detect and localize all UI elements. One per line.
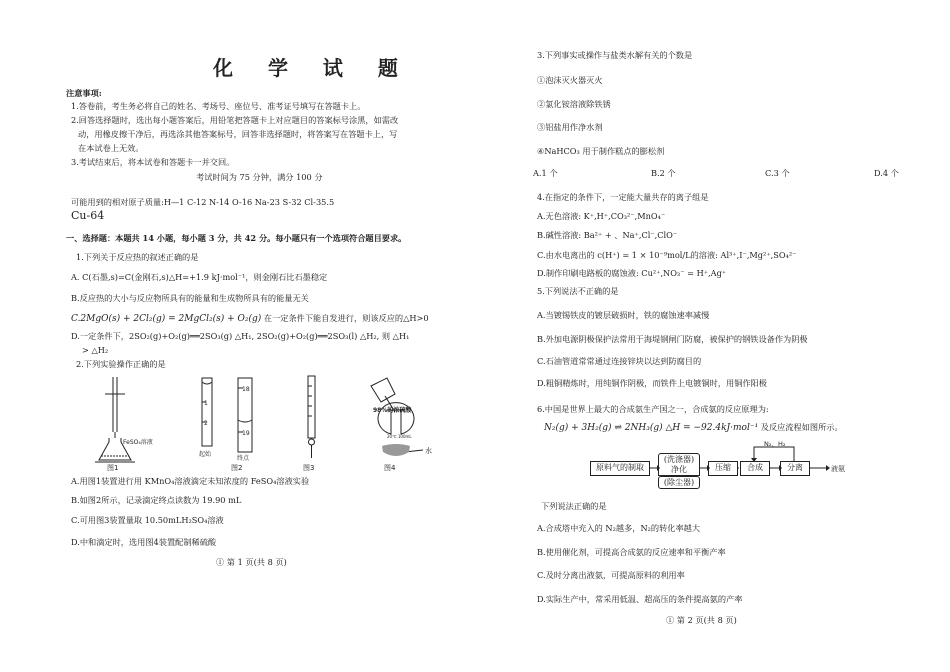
flow-synthesis: 合成 bbox=[740, 461, 770, 476]
q5-option-a: A.当镀锡铁皮的镀层破损时，铁的腐蚀速率减慢 bbox=[537, 310, 710, 320]
q2-option-b: B.如图2所示，记录滴定终点读数为 19.90 mL bbox=[71, 495, 242, 505]
q6-option-a: A.合成塔中充入的 N₂越多，N₂的转化率越大 bbox=[537, 523, 701, 533]
fig4-water-label: 水 bbox=[425, 447, 432, 455]
page1-footer: ① 第 1 页(共 8 页) bbox=[216, 557, 287, 567]
fig4-liquid bbox=[382, 444, 410, 456]
q4-stem: 4.在指定的条件下，一定能大量共存的离子组是 bbox=[537, 192, 709, 202]
q2-option-c: C.可用图3装置量取 10.50mLH₂SO₄溶液 bbox=[71, 515, 224, 525]
fig3-label: 图3 bbox=[303, 464, 315, 472]
q6-option-c: C.及时分离出液氨，可提高原料的利用率 bbox=[537, 570, 685, 580]
atomic-masses: 可能用到的相对原子质量:H—1 C-12 N-14 O-16 Na-23 S-32 Cl-35.5 bbox=[71, 197, 335, 207]
fig1-label: 图1 bbox=[107, 464, 119, 472]
q4-option-c: C.由水电离出的 c(H⁺) = 1 × 10⁻⁹mol/L的溶液: Al³⁺,I⁻,Mg²⁺,SO₄²⁻ bbox=[537, 250, 797, 260]
q1-option-c bbox=[71, 313, 429, 325]
q1-option-d: D.一定条件下，2SO₂(g)+O₂(g)══2SO₃(g) △H₁, 2SO₂(g)+O₂(g)══2SO₃(l) △H₂, 则 △H₁ bbox=[71, 331, 410, 341]
q1-option-c-rest: 在一定条件下能自发进行，则该反应的△H>0 bbox=[263, 313, 429, 323]
flow-purify: 净化 bbox=[658, 465, 700, 476]
notice-line: 2.回答选择题时，选出每小题答案后，用铅笔把答题卡上对应题目的答案标号涂黑，如需改 bbox=[71, 115, 399, 125]
flow-raw-gas: 原料气的制取 bbox=[590, 461, 650, 476]
q3-item: ①泡沫灭火器灭火 bbox=[537, 75, 603, 85]
fig4-acid-label: 98%的浓硫酸 bbox=[373, 407, 412, 414]
flow-compress: 压缩 bbox=[708, 461, 738, 476]
q2-stem: 2.下列实验操作正确的是 bbox=[76, 359, 166, 369]
q3-option-a: A.1 个 bbox=[533, 168, 558, 178]
q5-option-b: B.外加电源阴极保护法常用于海堤钢闸门防腐，被保护的钢铁设备作为阴极 bbox=[537, 334, 808, 344]
atomic-masses-cu: Cu-64 bbox=[71, 209, 105, 222]
q3-item: ②氯化铵溶液除铁锈 bbox=[537, 99, 611, 109]
q3-option-d: D.4 个 bbox=[874, 168, 899, 178]
page-title: 化 学 试 题 bbox=[213, 56, 412, 80]
q6-option-b: B.使用催化剂，可提高合成氨的反应速率和平衡产率 bbox=[537, 547, 726, 557]
fig4-temp-label: 20℃ 100mL bbox=[387, 434, 412, 439]
notice-line: 3.考试结束后，将本试卷和答题卡一并交回。 bbox=[71, 157, 235, 167]
notice-line: 1.答卷前，考生务必将自己的姓名、考场号、座位号、准考证号填写在答题卡上。 bbox=[71, 101, 366, 111]
fig2-label: 图2 bbox=[231, 464, 243, 472]
fig3-burette bbox=[308, 376, 315, 458]
q2-option-d: D.中和滴定时，选用图4装置配制稀硫酸 bbox=[71, 537, 217, 547]
q1-stem: 1.下列关于反应热的叙述正确的是 bbox=[76, 252, 199, 262]
q5-option-d: D.粗铜精炼时，用纯铜作阴极，而铁件上电镀铜时，用铜作阳极 bbox=[537, 378, 767, 388]
notice-line: 动，用橡皮擦干净后，再选涂其他答案标号，回答非选择题时，将答案写在答题卡上，写 bbox=[78, 129, 398, 139]
q1-option-b: B.反应热的大小与反应物所具有的能量和生成物所具有的能量无关 bbox=[71, 293, 309, 303]
flow-product-label: 液氨 bbox=[831, 465, 845, 473]
q4-option-b: B.碱性溶液: Ba²⁺ + 、Na⁺,Cl⁻,ClO⁻ bbox=[537, 230, 678, 240]
q2-figures bbox=[95, 372, 455, 472]
q2-option-a: A.用图1装置进行用 KMnO₄溶液滴定未知浓度的 FeSO₄溶液实验 bbox=[71, 476, 310, 486]
fig2-start-label: 起始 bbox=[199, 451, 212, 458]
page2-footer: ① 第 2 页(共 8 页) bbox=[666, 615, 737, 625]
flow-recycle-label: N₂、H₂ bbox=[764, 441, 786, 448]
q6-equation-formula: N₂(g) + 3H₂(g) ⇌ 2NH₃(g) △H = −92.4kJ·mol⁻¹ bbox=[544, 423, 759, 433]
q3-item: ④NaHCO₃ 用于制作糕点的膨松剂 bbox=[537, 146, 665, 156]
flow-washer: (洗涤器) bbox=[658, 453, 700, 467]
q6-equation-tail: 及反应流程如图所示。 bbox=[760, 422, 843, 432]
fig2-end-label: 终点 bbox=[237, 455, 250, 462]
notice-line: 在本试卷上无效。 bbox=[78, 143, 144, 153]
q3-option-c: C.3 个 bbox=[765, 168, 790, 178]
q6-option-d: D.实际生产中，常采用低温、超高压的条件提高氨的产率 bbox=[537, 594, 743, 604]
fig4-volumetric-flask bbox=[371, 378, 423, 452]
notice-heading: 注意事项: bbox=[66, 88, 102, 98]
q1-option-a: A. C(石墨,s)=C(金刚石,s)△H=+1.9 kJ·mol⁻¹，则金刚石比石墨稳定 bbox=[71, 272, 328, 282]
q1-option-d-cont: > △H₂ bbox=[82, 345, 109, 355]
q6-sub-stem: 下列说法正确的是 bbox=[541, 501, 607, 511]
q1-option-c-formula: C.2MgO(s) + 2Cl₂(g) = 2MgCl₂(s) + O₂(g) bbox=[71, 314, 262, 324]
q3-option-b: B.2 个 bbox=[651, 168, 676, 178]
q6-stem: 6.中国是世界上最大的合成氨生产国之一，合成氨的反应原理为: bbox=[537, 404, 769, 414]
section-heading: 一、选择题：本题共 14 小题，每小题 3 分，共 42 分。每小题只有一个选项符合题目要求。 bbox=[66, 233, 407, 243]
q3-stem: 3.下列事实或操作与盐类水解有关的个数是 bbox=[537, 50, 693, 60]
fig2-left-tick: 1 bbox=[204, 400, 208, 407]
fig1-burette-flask bbox=[95, 377, 135, 462]
fig1-solution-label: FeSO₄溶液 bbox=[123, 439, 153, 446]
fig4-label: 图4 bbox=[384, 464, 396, 472]
fig2-right-tick: 18 bbox=[242, 386, 250, 393]
q6-equation bbox=[544, 422, 843, 434]
q4-option-d: D.制作印刷电路板的腐蚀液: Cu²⁺,NO₃⁻ = H⁺,Ag⁺ bbox=[537, 268, 727, 278]
flow-duster: (除尘器) bbox=[658, 476, 700, 489]
q5-option-c: C.石油管道常常通过连接锌块以达到防腐目的 bbox=[537, 356, 702, 366]
q4-option-a: A.无色溶液: K⁺,H⁺,CO₃²⁻,MnO₄⁻ bbox=[537, 211, 666, 221]
time-score: 考试时间为 75 分钟，满分 100 分 bbox=[196, 172, 323, 182]
q6-flow-diagram bbox=[590, 441, 850, 489]
q3-item: ③铝盐用作净水剂 bbox=[537, 122, 603, 132]
flow-separate: 分离 bbox=[780, 461, 810, 476]
q5-stem: 5.下列说法不正确的是 bbox=[537, 286, 619, 296]
flow-arrows bbox=[590, 441, 850, 489]
fig2-left-tick: 2 bbox=[204, 420, 208, 427]
fig2-right-tick: 19 bbox=[242, 430, 250, 437]
